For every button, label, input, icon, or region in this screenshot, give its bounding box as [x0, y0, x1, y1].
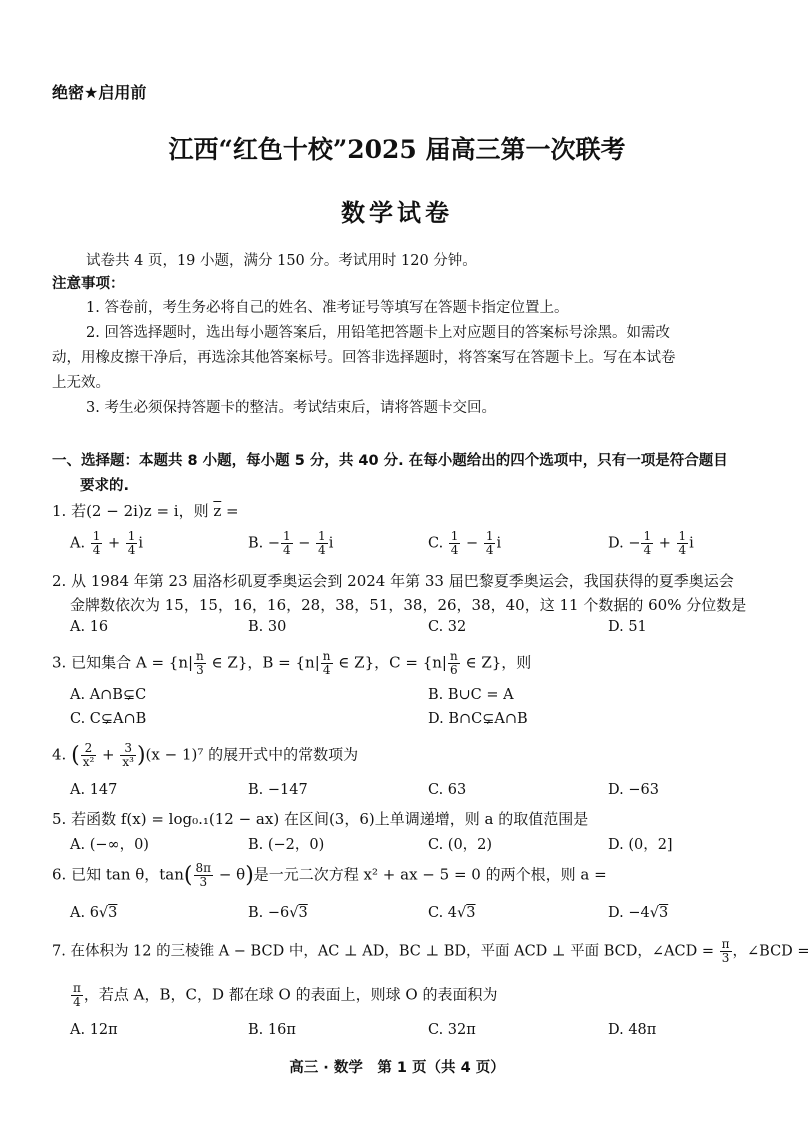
- q5-option-b: B. (−2，0): [248, 837, 325, 853]
- notice-item: 3. 考生必须保持答题卡的整洁。考试结束后，请将答题卡交回。: [86, 400, 496, 416]
- q1-option-a: A. $\frac{1}{4}$ + $\frac{1}{4}$ i: [70, 529, 143, 557]
- question-1-stem: 1. 若(2 − 2i)z = i，则 $\overline{z}$ =: [52, 502, 239, 520]
- q4-option-c: C. 63: [428, 782, 467, 798]
- q2-option-c: C. 32: [428, 619, 467, 635]
- q1-option-c: C. $\frac{1}{4}$ − $\frac{1}{4}$ i: [428, 529, 502, 557]
- q6-option-a: A. 6√3: [70, 905, 118, 921]
- subject-title: 数学试卷: [341, 198, 453, 227]
- section-heading: 一、选择题：本题共 8 小题，每小题 5 分，共 40 分. 在每小题给出的四个选项中，只有一项是符合题目: [52, 453, 728, 469]
- exam-title: 江西“红色十校”2025 届高三第一次联考: [168, 135, 626, 164]
- q3-option-d: D. B∩C⊊A∩B: [428, 711, 528, 727]
- notice-heading: 注意事项：: [52, 276, 125, 292]
- q7-option-a: A. 12π: [70, 1022, 118, 1038]
- q1-option-b: B. − $\frac{1}{4}$ − $\frac{1}{4}$ i: [248, 529, 334, 557]
- notice-item: 1. 答卷前，考生务必将自己的姓名、准考证号等填写在答题卡指定位置上。: [86, 300, 569, 316]
- question-6-stem: 6. 已知 tan θ，tan( $\frac{8\pi}{3}$ − θ)是一元二次方程 x² + ax − 5 = 0 的两个根，则 a =: [52, 861, 607, 889]
- q6-option-c: C. 4√3: [428, 905, 476, 921]
- q2-option-d: D. 51: [608, 619, 647, 635]
- question-5-stem: 5. 若函数 f(x) = log₀.₁(12 − ax) 在区间(3，6)上单调递增，则 a 的取值范围是: [52, 810, 589, 828]
- notice-item: 上无效。: [52, 375, 110, 391]
- intro-text: 试卷共 4 页，19 小题，满分 150 分。考试用时 120 分钟。: [86, 253, 477, 269]
- q2-option-b: B. 30: [248, 619, 287, 635]
- q1-option-d: D. − $\frac{1}{4}$ + $\frac{1}{4}$ i: [608, 529, 694, 557]
- q5-option-d: D. (0，2]: [608, 837, 673, 853]
- question-2-stem-cont: 金牌数依次为 15，15，16，16，28，38，51，38，26，38，40，这 11 个数据的 60% 分位数是: [70, 596, 747, 614]
- notice-item: 动，用橡皮擦干净后，再选涂其他答案标号。回答非选择题时，将答案写在答题卡上。写在本试卷: [52, 350, 676, 366]
- section-heading-cont: 要求的.: [80, 478, 130, 494]
- question-3-stem: 3. 已知集合 A = {n| $\frac{n}{3}$ ∈ Z}，B = {n| $\frac{n}{4}$ ∈ Z}，C = {n| $\frac{n}{6}$ ∈ Z}，则: [52, 649, 532, 677]
- q7-option-d: D. 48π: [608, 1022, 657, 1038]
- q3-option-c: C. C⊊A∩B: [70, 711, 147, 727]
- q3-option-b: B. B∪C = A: [428, 687, 514, 703]
- q5-option-a: A. (−∞，0): [70, 837, 149, 853]
- notice-item: 2. 回答选择题时，选出每小题答案后，用铅笔把答题卡上对应题目的答案标号涂黑。如需改: [86, 325, 670, 341]
- q5-option-c: C. (0，2): [428, 837, 493, 853]
- q3-option-a: A. A∩B⊊C: [70, 687, 147, 703]
- q2-option-a: A. 16: [70, 619, 109, 635]
- q4-option-b: B. −147: [248, 782, 308, 798]
- q4-option-d: D. −63: [608, 782, 659, 798]
- q6-option-b: B. −6√3: [248, 905, 308, 921]
- confidential-label: 绝密★启用前: [52, 83, 147, 102]
- question-7-stem: 7. 在体积为 12 的三棱锥 A − BCD 中，AC ⊥ AD，BC ⊥ BD，平面 ACD ⊥ 平面 BCD，∠ACD = $\frac{\pi}{3}$ ，∠BCD =: [52, 937, 810, 965]
- question-7-stem-cont: $\frac{\pi}{4}$ ，若点 A，B，C，D 都在球 O 的表面上，则球 O 的表面积为: [73, 981, 498, 1009]
- q7-option-c: C. 32π: [428, 1022, 476, 1038]
- question-2-stem: 2. 从 1984 年第 23 届洛杉矶夏季奥运会到 2024 年第 33 届巴黎夏季奥运会，我国获得的夏季奥运会: [52, 572, 734, 590]
- q7-option-b: B. 16π: [248, 1022, 296, 1038]
- page-footer: 高三 · 数学 第 1 页（共 4 页）: [289, 1060, 505, 1076]
- question-4-stem: 4. ( $\frac{2}{\text{x²}}$ + $\frac{3}{\text{x³}}$ )(x − 1)⁷ 的展开式中的常数项为: [52, 741, 359, 769]
- q6-option-d: D. −4√3: [608, 905, 669, 921]
- q4-option-a: A. 147: [70, 782, 118, 798]
